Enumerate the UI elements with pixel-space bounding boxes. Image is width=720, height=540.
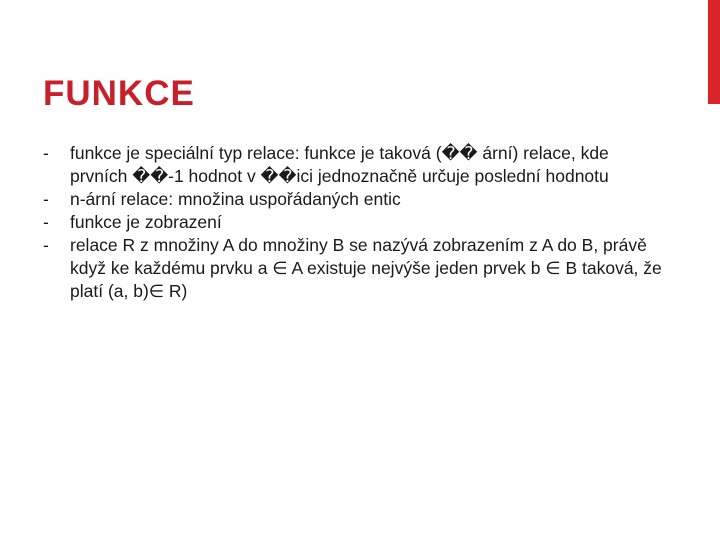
bullet-text: relace R z množiny A do množiny B se nazývá zobrazením z A do B, právě když ke každému prvku a ∈ A existuje nejvýše jeden prvek b ∈ B taková, že platí (a, b)∈ R)	[70, 235, 662, 301]
bullet-item	[43, 211, 663, 234]
bullet-item	[43, 142, 663, 188]
slide-title: FUNKCE	[43, 74, 195, 113]
bullet-text: n-ární relace: množina uspořádaných entic	[70, 189, 401, 209]
bullet-item	[43, 234, 663, 303]
bullet-marker: -	[43, 143, 49, 163]
bullet-marker: -	[43, 212, 49, 232]
bullet-text: funkce je speciální typ relace: funkce je taková (�� ární) relace, kde prvních ��-1 hodnot v ��ici jednoznačně určuje poslední hodnotu	[70, 143, 609, 186]
bullet-text: funkce je zobrazení	[70, 212, 222, 232]
bullet-list	[43, 142, 663, 303]
bullet-marker: -	[43, 189, 49, 209]
bullet-marker: -	[43, 235, 49, 255]
bullet-item	[43, 188, 663, 211]
accent-bar	[708, 0, 720, 104]
